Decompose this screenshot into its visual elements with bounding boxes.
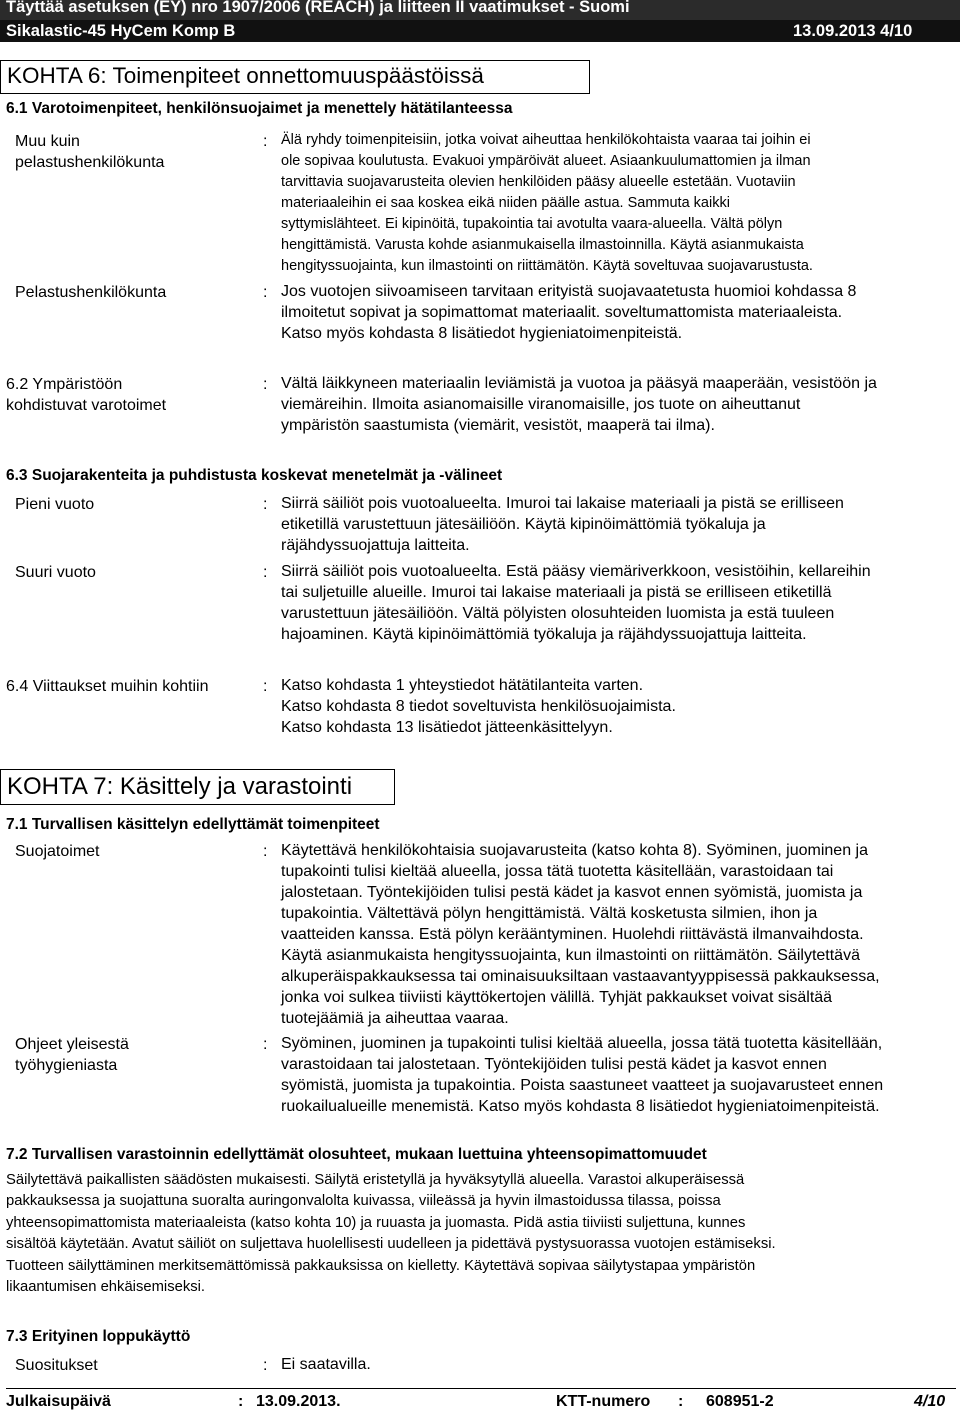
- label-muu-kuin: Muu kuin: [15, 133, 80, 150]
- text-line: Katso kohdasta 8 tiedot soveltuvista henkilösuojaimista.: [281, 698, 676, 715]
- text-line: hengityssuojainta, kun ilmastointi on riittämätön. Käytä soveltuvaa suojavarustusta.: [281, 258, 813, 274]
- footer-ktt-label: KTT-numero: [556, 1393, 651, 1410]
- text-line: vaatteiden kanssa. Estä pölyn kerääntyminen. Huolehdi riittävästä ilmanvaihdosta.: [281, 926, 864, 943]
- subsection-7-1-heading: 7.1 Turvallisen käsittelyn edellyttämät toimenpiteet: [6, 816, 380, 833]
- colon: :: [263, 564, 268, 581]
- label-6-4: 6.4 Viittaukset muihin kohtiin: [6, 678, 209, 695]
- text-line: Katso kohdasta 13 lisätiedot jätteenkäsittelyyn.: [281, 719, 613, 736]
- text-line: hengittämistä. Varusta kohde asianmukaisella ilmastoinnilla. Käytä asianmukaista: [281, 237, 804, 253]
- text-line: likaantumisen ehkäisemiseksi.: [6, 1279, 206, 1296]
- text-line: tupakointi tulisi kieltää alueella, jossa tätä tuotetta käsitellään, varastoidaan tai: [281, 863, 834, 880]
- label-pelastushenkilokunta-muu: pelastushenkilökunta: [15, 154, 165, 171]
- section-7-title-box: [0, 769, 395, 805]
- text-line: Jos vuotojen siivoamiseen tarvitaan erityistä suojavaatetusta huomioi kohdassa 8: [281, 283, 857, 300]
- text-line: Siirrä säiliöt pois vuotoalueelta. Estä pääsy viemäriverkkoon, vesistöihin, kellareihin: [281, 563, 871, 580]
- text-line: Siirrä säiliöt pois vuotoalueelta. Imuroi tai lakaise materiaali ja pistä se erilliseen: [281, 495, 844, 512]
- text-line: ole sopivaa koulutusta. Evakuoi ympäröivät alueet. Asiaankuulumattomien ja ilman: [281, 153, 811, 169]
- subsection-6-3-heading: 6.3 Suojarakenteita ja puhdistusta koskevat menetelmät ja -välineet: [6, 467, 503, 484]
- suojatoimet-text: [281, 840, 956, 1029]
- colon: :: [263, 284, 268, 301]
- colon: :: [263, 1036, 268, 1053]
- text-line: syömistä, juomista ja tupakointia. Poista saastuneet vaatteet ja suojavarusteet ennen: [281, 1077, 884, 1094]
- text-line: hajoaminen. Käytä kipinöimättömiä työkaluja ja räjähdyssuojattuja laitteita.: [281, 626, 807, 643]
- text-line: yhteensopimattomista materiaaleista (katso kohta 10) ja ruuasta ja juomasta. Pidä astia tiiviisti suljettuna, kunnes: [6, 1214, 746, 1231]
- label-suojatoimet: Suojatoimet: [15, 843, 100, 860]
- text-line: ilmoitetut sopivat ja sopimattomat materiaalit. soveltumattomista materiaaleista.: [281, 304, 843, 321]
- colon: :: [263, 376, 268, 393]
- label-pelastushenkilokunta: Pelastushenkilökunta: [15, 284, 167, 301]
- regulation-text: Täyttää asetuksen (EY) nro 1907/2006 (REACH) ja liitteen II vaatimukset - Suomi: [6, 0, 630, 16]
- text-line: ympäristön saastumista (viemärit, vesistöt, maaperä tai ilma).: [281, 417, 715, 434]
- text-line: varustettuun jätesäiliöön. Vältä pölyisten olosuhteiden luomista ja estä tuuleen: [281, 605, 835, 622]
- text-line: Säilytettävä paikallisten säädösten mukaisesti. Säilytä eristetyllä ja hyväksytyllä alueella. Varastoi alkuperäisessä: [6, 1172, 745, 1188]
- text-line: syttymislähteet. Ei kipinöitä, tupakointia tai avotulta vaara-alueella. Vältä pölyn: [281, 216, 783, 232]
- text-line: Älä ryhdy toimenpiteisiin, jotka voivat aiheuttaa henkilökohtaista vaaraa tai joihin ei: [281, 132, 811, 148]
- label-ohjeet-line1: Ohjeet yleisestä: [15, 1036, 129, 1053]
- label-pieni-vuoto: Pieni vuoto: [15, 496, 95, 513]
- text-line: alkuperäispakkauksessa tai ominaisuuksiltaan vastaavantyyppisessä pakkauksessa,: [281, 968, 880, 985]
- ymparisto-text: [281, 373, 956, 436]
- viittaukset-text: [281, 675, 956, 738]
- text-line: Käytettävä henkilökohtaisia suojavarusteita (katso kohta 8). Syöminen, juominen ja: [281, 842, 868, 859]
- text-line: tuotejäämiä ja aiheuttaa vaaraa.: [281, 1010, 509, 1027]
- section-7-title: KOHTA 7: Käsittely ja varastointi: [7, 773, 353, 800]
- label-6-2-line2: kohdistuvat varotoimet: [6, 397, 167, 414]
- subsection-6-1-heading: 6.1 Varotoimenpiteet, henkilönsuojaimet ja menettely hätätilanteessa: [6, 100, 513, 117]
- header-date-page: 13.09.2013 4/10: [793, 22, 913, 40]
- footer-ktt-value: 608951-2: [706, 1393, 774, 1410]
- text-line: Tuotteen säilyttäminen merkitsemättömissä pakkauksissa on kielletty. Käytettävä sopivaa säilytystapaa ympäristön: [6, 1257, 756, 1274]
- colon: :: [263, 133, 268, 150]
- text-line: Syöminen, juominen ja tupakointi tulisi kieltää alueella, jossa tätä tuotetta käsitellään,: [281, 1035, 883, 1052]
- text-line: pakkauksessa ja suojattuna suoralta auringonvalolta kuivassa, viileässä ja hyvin ilmastoidussa tilassa, poissa: [6, 1193, 721, 1210]
- text-line: materiaaleihin ei saa koskea eikä niiden päälle astua. Sammuta kaikki: [281, 195, 730, 211]
- text-line: Käytä asianmukaista hengityssuojainta, kun ilmastointi on riittämätön. Säilytettävä: [281, 947, 860, 964]
- colon: :: [238, 1393, 244, 1410]
- ohjeet-text: [281, 1033, 956, 1117]
- text-line: Katso kohdasta 1 yhteystiedot hätätilanteita varten.: [281, 677, 644, 694]
- muu-kuin-text: [281, 130, 956, 277]
- text-line: jonka voi sulkea tiiviisti käyttökertojen välillä. Tyhjät pakkaukset voivat sisältää: [281, 989, 833, 1006]
- footer-julkaisu-value: 13.09.2013.: [256, 1393, 341, 1410]
- text-line: tupakointia. Vältettävä pölyn hengittämistä. Vältä kosketusta silmien, ihon ja: [281, 905, 818, 922]
- footer-julkaisu-label: Julkaisupäivä: [6, 1393, 111, 1410]
- label-suuri-vuoto: Suuri vuoto: [15, 564, 96, 581]
- subsection-7-2-heading: 7.2 Turvallisen varastoinnin edellyttämät olosuhteet, mukaan luettuina yhteensopimattomuudet: [6, 1146, 707, 1163]
- colon: :: [263, 678, 268, 695]
- text-line: sisältöä käytetään. Avatut säiliöt on suljettava huolellisesti uudelleen ja pidettävä pystysuorassa vuotojen estämiseksi.: [6, 1236, 776, 1253]
- product-header: [0, 20, 960, 42]
- footer: [6, 1388, 956, 1415]
- colon: :: [678, 1393, 684, 1410]
- text-line: ruokailualueille menemistä. Katso myös kohdasta 8 lisätiedot hygieniatoimenpiteistä.: [281, 1098, 880, 1115]
- regulation-header: [0, 0, 960, 20]
- suositukset-value: Ei saatavilla.: [281, 1356, 371, 1373]
- suuri-vuoto-text: [281, 561, 956, 645]
- text-line: räjähdyssuojattuja laitteita.: [281, 537, 470, 554]
- label-6-2-line1: 6.2 Ympäristöön: [6, 376, 123, 393]
- section-6-title: KOHTA 6: Toimenpiteet onnettomuuspäästöissä: [7, 63, 484, 88]
- text-line: etiketillä varustettuun jätesäiliöön. Käytä kipinöimättömiä työkaluja ja: [281, 516, 766, 533]
- text-line: Vältä läikkyneen materiaalin leviämistä ja vuotoa ja pääsyä maaperään, vesistöön ja: [281, 375, 877, 392]
- text-line: jalostetaan. Työntekijöiden tulisi pestä kädet ja kasvot ennen syömistä, juomista ja: [281, 884, 863, 901]
- text-line: varastoidaan tai jalostetaan. Työntekijöiden tulisi pestä kädet ja kasvot ennen: [281, 1056, 827, 1073]
- colon: :: [263, 1357, 268, 1374]
- text-line: tai suljetuille alueille. Imuroi tai lakaise materiaali ja pistä se erilliseen etiketillä: [281, 584, 832, 601]
- pelastushenkilokunta-text: [281, 281, 956, 344]
- colon: :: [263, 843, 268, 860]
- footer-page: 4/10: [914, 1393, 946, 1410]
- label-suositukset: Suositukset: [15, 1357, 98, 1374]
- subsection-7-3-heading: 7.3 Erityinen loppukäyttö: [6, 1328, 191, 1345]
- text-line: viemäreihin. Ilmoita asianomaisille viranomaisille, jos tuote on aiheuttanut: [281, 396, 801, 413]
- label-ohjeet-line2: työhygieniasta: [15, 1057, 118, 1074]
- text-line: tarvittavia suojavarusteita olevien henkilöiden pääsy alueelle estetään. Vuotaviin: [281, 174, 796, 190]
- text-line: Katso myös kohdasta 8 lisätiedot hygieniatoimenpiteistä.: [281, 325, 683, 342]
- section-6-title-box: [0, 60, 590, 94]
- product-name: Sikalastic-45 HyCem Komp B: [6, 22, 236, 40]
- pieni-vuoto-text: [281, 493, 956, 556]
- varastointi-text: [6, 1170, 951, 1298]
- colon: :: [263, 496, 268, 513]
